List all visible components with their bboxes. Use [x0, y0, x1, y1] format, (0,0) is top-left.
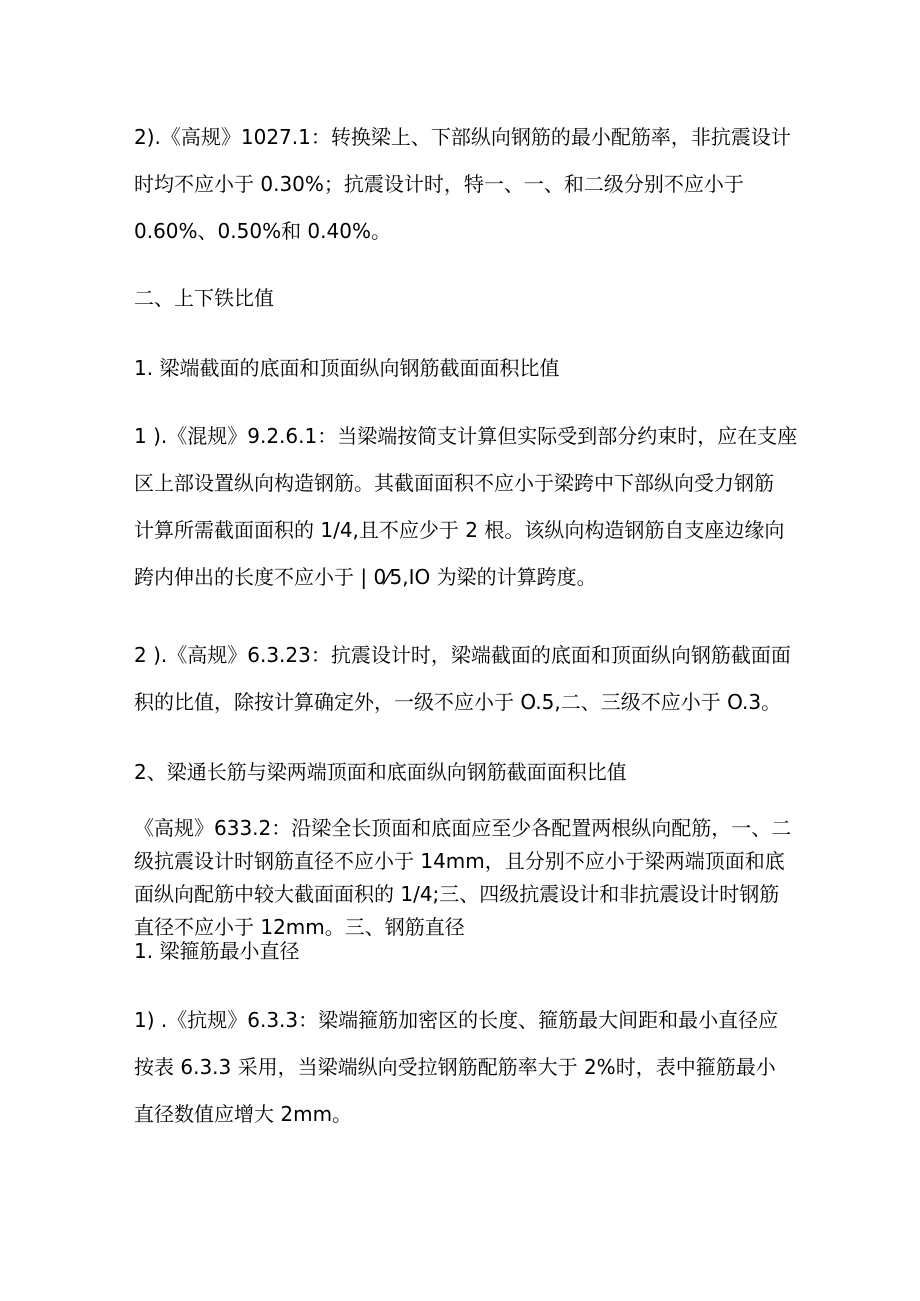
text-line: 1) .《抗规》6.3.3：梁端箍筋加密区的长度、箍筋最大间距和最小直径应: [134, 1008, 779, 1032]
text-line: 级抗震设计时钢筋直径不应小于 14mm，且分别不应小于梁两端顶面和底: [134, 849, 785, 873]
text-line: 直径数值应增大 2mm。: [134, 1102, 353, 1126]
heading-text: 1. 梁端截面的底面和顶面纵向钢筋截面面积比值: [134, 356, 560, 380]
text-line: 面纵向配筋中较大截面面积的 1/4;三、四级抗震设计和非抗震设计时钢筋: [134, 882, 780, 906]
paragraph-gaogui-6323: [134, 632, 794, 726]
heading-text: 2、梁通长筋与梁两端顶面和底面纵向钢筋截面面积比值: [134, 760, 627, 784]
text-line: 《高规》633.2：沿梁全长顶面和底面应至少各配置两根纵向配筋，一、二: [134, 816, 792, 840]
subsection-heading: [134, 936, 794, 966]
subsection-heading: [134, 757, 794, 787]
text-line: 2 ).《高规》6.3.23：抗震设计时，梁端截面的底面和顶面纵向钢筋截面面: [134, 643, 791, 667]
heading-text: 二、上下铁比值: [134, 286, 274, 310]
paragraph-gaogui-6332: [134, 812, 794, 944]
text-line: 区上部设置纵向构造钢筋。其截面面积不应小于梁跨中下部纵向受力钢筋: [134, 471, 774, 495]
text-line: 时均不应小于 0.30%；抗震设计时，特一、一、和二级分别不应小于: [134, 172, 744, 196]
heading-text: 1. 梁箍筋最小直径: [134, 939, 300, 963]
text-line: 1 ).《混规》9.2.6.1：当梁端按简支计算但实际受到部分约束时，应在支座: [134, 424, 798, 448]
text-line: 按表 6.3.3 采用，当梁端纵向受拉钢筋配筋率大于 2%时，表中箍筋最小: [134, 1055, 776, 1079]
text-line: 2).《高规》1027.1：转换梁上、下部纵向钢筋的最小配筋率，非抗震设计: [134, 125, 791, 149]
text-line: 直径不应小于 12mm。三、钢筋直径: [134, 915, 465, 939]
text-line: 计算所需截面面积的 1/4,且不应少于 2 根。该纵向构造钢筋自支座边缘向: [134, 518, 785, 542]
paragraph-hungui-9261: [134, 413, 798, 601]
paragraph-gaogui-1027: [134, 114, 794, 255]
text-line: 跨内伸出的长度不应小于 | 0⁄5,IO 为梁的计算跨度。: [134, 565, 597, 589]
section-heading: [134, 283, 794, 313]
subsection-heading: [134, 353, 794, 383]
text-line: 0.60%、0.50%和 0.40%。: [134, 219, 391, 243]
text-line: 积的比值，除按计算确定外，一级不应小于 O.5,二、三级不应小于 O.3。: [134, 690, 782, 714]
paragraph-kanggui-633: [134, 997, 794, 1138]
